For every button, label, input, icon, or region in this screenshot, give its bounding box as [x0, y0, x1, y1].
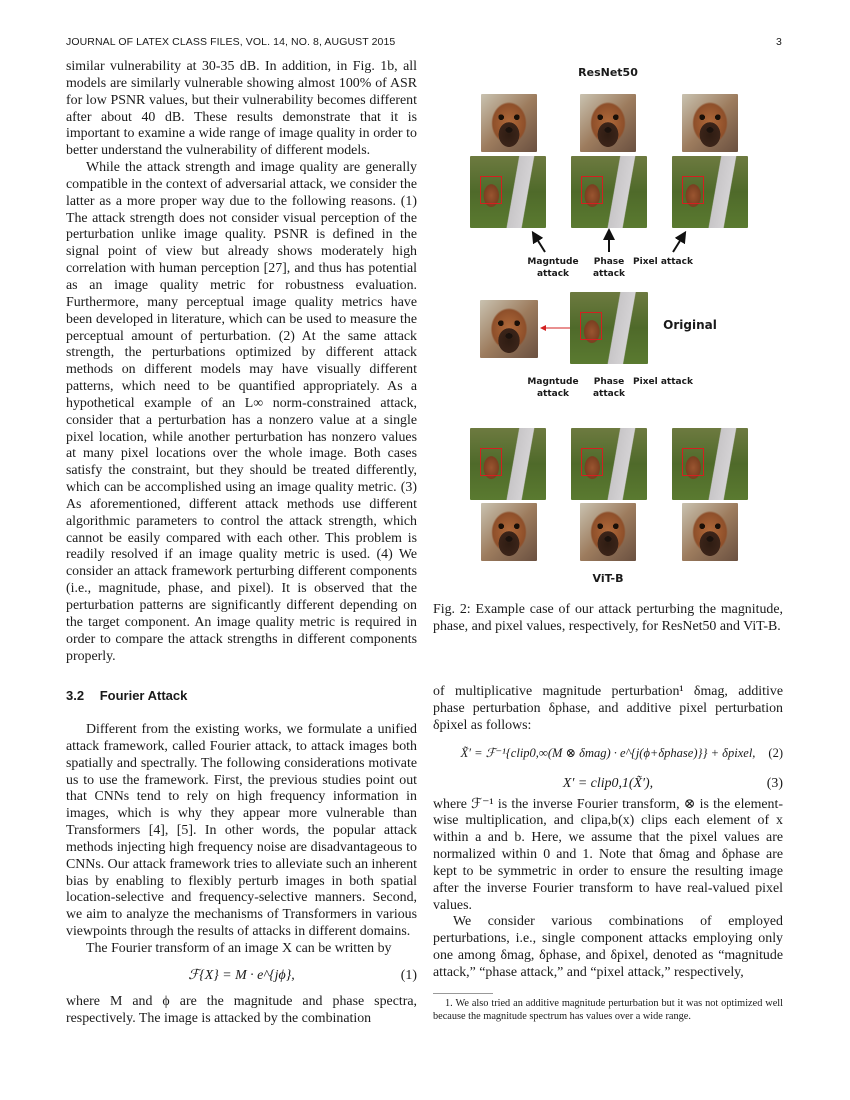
equation-body: X′ = clip0,1(X̃′), [562, 775, 654, 791]
paragraph: While the attack strength and image quality are generally compatible in the context of adversarial attack, we consider the latter as a more proper way due to the following reasons. (1) The attack strength does not consider visual perception of the perturbation unlike image quality. PSNR is defined in the signal point of view but already shows moderately high correlation with human perception [27], and thus has potential as an image quality metric for robustness evaluation. Furthermore, many perceptual image quality metrics have been developed in literature, which can be used to measure the perceptual amount of perturbation. (2) At the same attack strength, the perturbations optimized by different attack methods on different models may have visually different patterns, which need to be quantified appropriately. As a hypothetical example of an L∞ norm-constrained attack, consider that a perturbation has a nonzero value at a single pixel location, while another perturbation has nonzero values at many pixel locations over the whole image. Both cases satisfy the constraint, but they should be treated differently, which can be accomplished using an image quality metric. (3) As aforementioned, different attack methods use different algorithmic parameters to control the attack strength, which cannot be easily compared with each other. This problem is readily resolved if an image quality metric is used. (4) We consider an attack framework perturbing different components (i.e., magnitude, phase, and pixel). It is observed that the perturbation patterns are significantly different depending on the target component. An image quality metric is required in order to compare the attack strengths in different components properly. [66, 160, 417, 664]
resnet-magnitude-scene-image [470, 156, 546, 228]
footnote: 1. We also tried an additive magnitude perturbation but it was not optimized well because the magnitude spectrum has values over a wide range. [433, 998, 783, 1022]
label-magnitude-attack-top: Magntude attack [527, 257, 579, 279]
original-crop-face-image [480, 300, 538, 358]
label-phase-attack-top: Phase attack [592, 257, 626, 279]
attack-region-box [581, 448, 603, 476]
vit-phase-face-image [580, 503, 636, 561]
vit-pixel-face-image [682, 503, 738, 561]
resnet-pixel-face-image [682, 94, 738, 152]
figure-2 [433, 58, 783, 598]
arrow-up-magnitude [535, 236, 545, 252]
label-phase-attack-bottom: Phase attack [592, 377, 626, 399]
left-column-bottom [66, 688, 417, 1028]
label-pixel-attack-top: Pixel attack [633, 257, 693, 267]
vit-magnitude-face-image [481, 503, 537, 561]
attack-region-box [682, 448, 704, 476]
label-pixel-attack-bottom: Pixel attack [633, 377, 693, 387]
resnet-phase-scene-image [571, 156, 647, 228]
equation-number: (1) [400, 967, 417, 983]
equation-3 [433, 771, 783, 797]
paragraph: The Fourier transform of an image X can be written by [86, 940, 392, 956]
vit-pixel-scene-image [672, 428, 748, 500]
right-column-bottom [433, 684, 783, 982]
arrow-up-pixel [673, 236, 683, 252]
paragraph: We consider various combinations of employed perturbations, i.e., single component attacks employing only one among δmag, δphase, and δpixel, denoted as “magnitude attack,” “phase attack,” and “pixel attack,” respectively, [433, 914, 783, 980]
figure-label-resnet50: ResNet50 [578, 66, 638, 79]
section-heading [66, 688, 417, 704]
paragraph: of multiplicative magnitude perturbation¹ δmag, additive phase perturbation δphase, and additive pixel perturbation δpixel as follows: [433, 684, 783, 733]
label-magnitude-attack-bottom: Magntude attack [527, 377, 579, 399]
resnet-pixel-scene-image [672, 156, 748, 228]
figure-label-vitb: ViT-B [592, 572, 624, 585]
attack-region-box [480, 176, 502, 204]
paragraph: where M and ϕ are the magnitude and phase spectra, respectively. The image is attacked by the combination [66, 993, 417, 1026]
figure-caption: Fig. 2: Example case of our attack perturbing the magnitude, phase, and pixel values, respectively, for ResNet50 and ViT-B. [433, 602, 783, 634]
equation-2 [433, 735, 783, 771]
paragraph: Different from the existing works, we formulate a unified attack framework, called Fourier attack, to attack images both spatially and spectrally. The following considerations motivate us to use the framework. First, the previous studies point out that CNNs tend to rely on high frequency information in images, which is why they appear more vulnerable than Transformers [4], [5]. In other words, the popular attack methods injecting high frequency noise are disadvantageous to CNNs. Our attack framework tries to alleviate such an inherent bias by enabling to flexibly perturb images in both spatial location-selective and frequency-selective manners. Second, we aim to analyze the mechanisms of Transformers in various viewpoints through the results of attacks in different domains. [66, 722, 418, 940]
page-header [66, 36, 782, 50]
footnote-rule [433, 993, 493, 994]
resnet-phase-face-image [580, 94, 636, 152]
attack-region-box [580, 312, 602, 340]
left-column-top [66, 59, 417, 665]
paragraph: where ℱ⁻¹ is the inverse Fourier transform, ⊗ is the element-wise multiplication, and clipa,b(x) clips each element of x within a and b. Here, we assume that the pixel values are normalized within 0 and 1. Note that δmag and δphase are kept to be symmetric in order to ensure the resulting image after the inverse Fourier transform to have real-valued pixel values. [433, 796, 783, 913]
section-number: 3.2 [66, 688, 85, 703]
equation-body: X̃′ = ℱ⁻¹{clip0,∞(M ⊗ δmag) · e^{j(ϕ+δphase)}} + δpixel, [460, 745, 756, 760]
resnet-magnitude-face-image [481, 94, 537, 152]
equation-number: (2) [768, 745, 783, 760]
paragraph: similar vulnerability at 30-35 dB. In addition, in Fig. 1b, all models are similarly vulnerable showing almost 100% of ASR for low PSNR values, but their vulnerability becomes different after about 40 dB. These results demonstrate that it is important to examine a wide range of image quality in order to better understand the vulnerability of different models. [66, 59, 417, 159]
figure-label-original: Original [663, 318, 717, 332]
attack-region-box [682, 176, 704, 204]
equation-body: ℱ{X} = M · e^{jϕ}, [188, 967, 295, 983]
equation-number: (3) [766, 775, 783, 791]
attack-region-box [581, 176, 603, 204]
page-number: 3 [776, 36, 782, 48]
vit-magnitude-scene-image [470, 428, 546, 500]
equation-1 [66, 958, 417, 994]
journal-title: JOURNAL OF LATEX CLASS FILES, VOL. 14, NO. 8, AUGUST 2015 [66, 36, 396, 48]
original-scene-image [570, 292, 648, 364]
attack-region-box [480, 448, 502, 476]
section-title: Fourier Attack [99, 688, 188, 703]
vit-phase-scene-image [571, 428, 647, 500]
